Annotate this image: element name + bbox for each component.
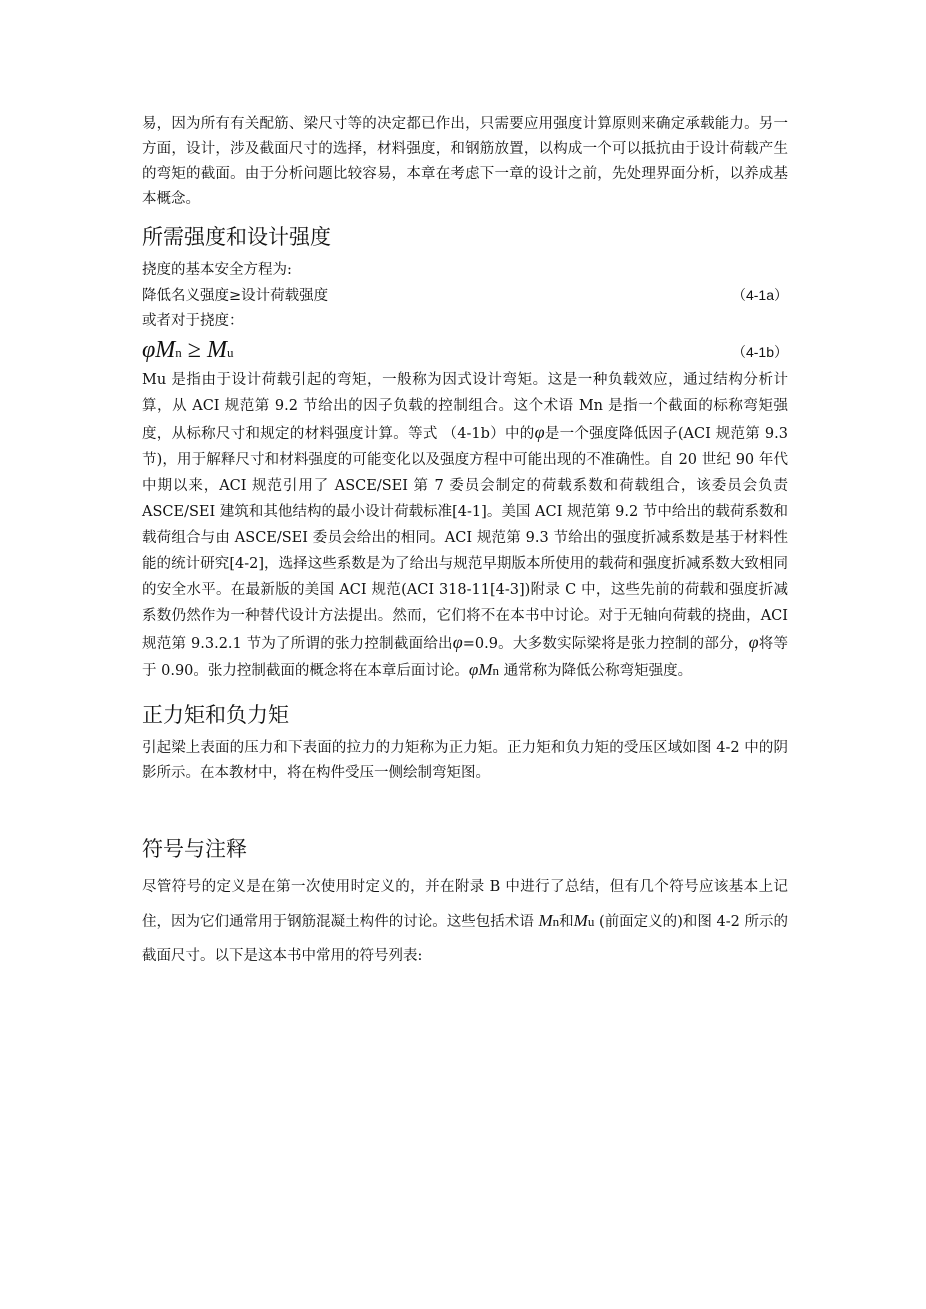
safety-equation-intro: 挠度的基本安全方程为:: [142, 262, 292, 278]
equation-4-1b-number: （4-1b）: [731, 344, 788, 360]
phi-symbol: φ: [468, 660, 479, 679]
strength-text-b: 是一个强度降低因子(ACI 规范第 9.3 节)，用于解释尺寸和材料强度的可能变化以及强度方程中可能出现的不准确性。自 20 世纪 90 年代中期以来，ACI 规范引用了 ASCE/SEI 第 7 委员会制定的荷载系数和荷载组合，该委员会负责 ASCE/SEI 建筑和其他结构的最小设计荷载标准[4-1]。美国 ACI 规范第 9.2 节中给出的载荷系数和载荷组合与由 ASCE/SEI 委员会给出的相同。ACI 规范第 9.3 节给出的强度折减系数是基于材料性能的统计研究[4-2]，选择这些系数是为了给出与规范早期版本所使用的载荷和强度折减系数大致相同的安全水平。在最新版的美国 ACI 规范(ACI 318-11[4-3])附录 C 中，这些先前的荷载和强度折减系数仍然作为一种替代设计方法提出。然而，它们将不在本书中讨论。对于无轴向荷载的挠曲，ACI 规范第 9.3.2.1 节为了所谓的张力控制截面给出: [142, 426, 788, 652]
symbols-text-b: (前面定义的)和图 4-2 所示的截面尺寸。以下是这本书中常用的符号列表:: [142, 914, 789, 964]
flexure-intro: 或者对于挠度：: [142, 313, 244, 329]
intro-paragraph: 易，因为所有有关配筋、梁尺寸等的决定都已作出，只需要应用强度计算原则来确定承载能力。另一方面，设计，涉及截面尺寸的选择，材料强度，和钢筋放置，以构成一个可以抵抗由于设计荷载产生的弯矩的截面。由于分析问题比较容易，本章在考虑下一章的设计之前，先处理界面分析，以养成基本概念。: [142, 116, 788, 207]
section-heading-strength: 所需强度和设计强度: [142, 225, 331, 249]
document-page: [142, 112, 788, 973]
m-symbol: M: [538, 911, 553, 930]
equation-4-1a-text: 降低名义强度≥设计荷载强度: [142, 288, 329, 304]
m-symbol: M: [478, 660, 493, 679]
strength-text-c: =0.9。大多数实际梁将是张力控制的部分，: [462, 636, 749, 652]
symbols-text-a: 尽管符号的定义是在第一次使用时定义的，并在附录 B 中进行了总结，但有几个符号应该基本上记住，因为它们通常用于钢筋混凝土构件的讨论。这些包括术语: [142, 879, 788, 930]
subscript-u: u: [587, 914, 595, 929]
section-heading-moments: 正力矩和负力矩: [142, 703, 289, 727]
mn-term: [538, 911, 559, 930]
phi-mn-term: [469, 660, 499, 679]
equation-4-1a: [142, 283, 788, 309]
ge-symbol: ≥: [181, 337, 207, 363]
subscript-u: u: [226, 345, 234, 360]
phi-symbol: φ: [748, 632, 759, 652]
subscript-n: n: [552, 914, 560, 929]
mu-term: [574, 911, 595, 930]
equation-4-1b: [142, 338, 788, 365]
moments-paragraph: 引起梁上表面的压力和下表面的拉力的力矩称为正力矩。正力矩和负力矩的受压区域如图 4-2 中的阴影所示。在本教材中，将在构件受压一侧绘制弯矩图。: [142, 740, 788, 781]
strength-paragraph: [142, 367, 788, 684]
equation-4-1b-formula: [142, 338, 233, 365]
phi-symbol: φ: [452, 632, 463, 652]
and-text: 和: [559, 914, 574, 930]
m-symbol: M: [155, 337, 176, 363]
subscript-n: n: [175, 345, 182, 360]
subscript-n: n: [492, 663, 499, 678]
section-heading-symbols: 符号与注释: [142, 837, 247, 861]
m-symbol: M: [573, 911, 588, 930]
strength-text-d: 将等于 0.90。张力控制截面的概念将在本章后面讨论。: [142, 636, 788, 679]
m-symbol: M: [206, 337, 227, 363]
symbols-paragraph: [142, 870, 788, 973]
strength-text-a: Mu 是指由于设计荷载引起的弯矩，一般称为因式设计弯矩。这是一种负载效应，通过结构分析计算，从 ACI 规范第 9.2 节给出的因子负载的控制组合。这个术语 Mn 是指一个截面的标称弯矩强度，从标称尺寸和规定的材料强度计算。等式 （4-1b）中的: [142, 372, 788, 442]
equation-4-1a-number: （4-1a）: [731, 287, 788, 303]
phi-symbol: φ: [534, 422, 545, 442]
phi-symbol: φ: [142, 337, 156, 363]
strength-text-e: 通常称为降低公称弯矩强度。: [498, 663, 693, 679]
